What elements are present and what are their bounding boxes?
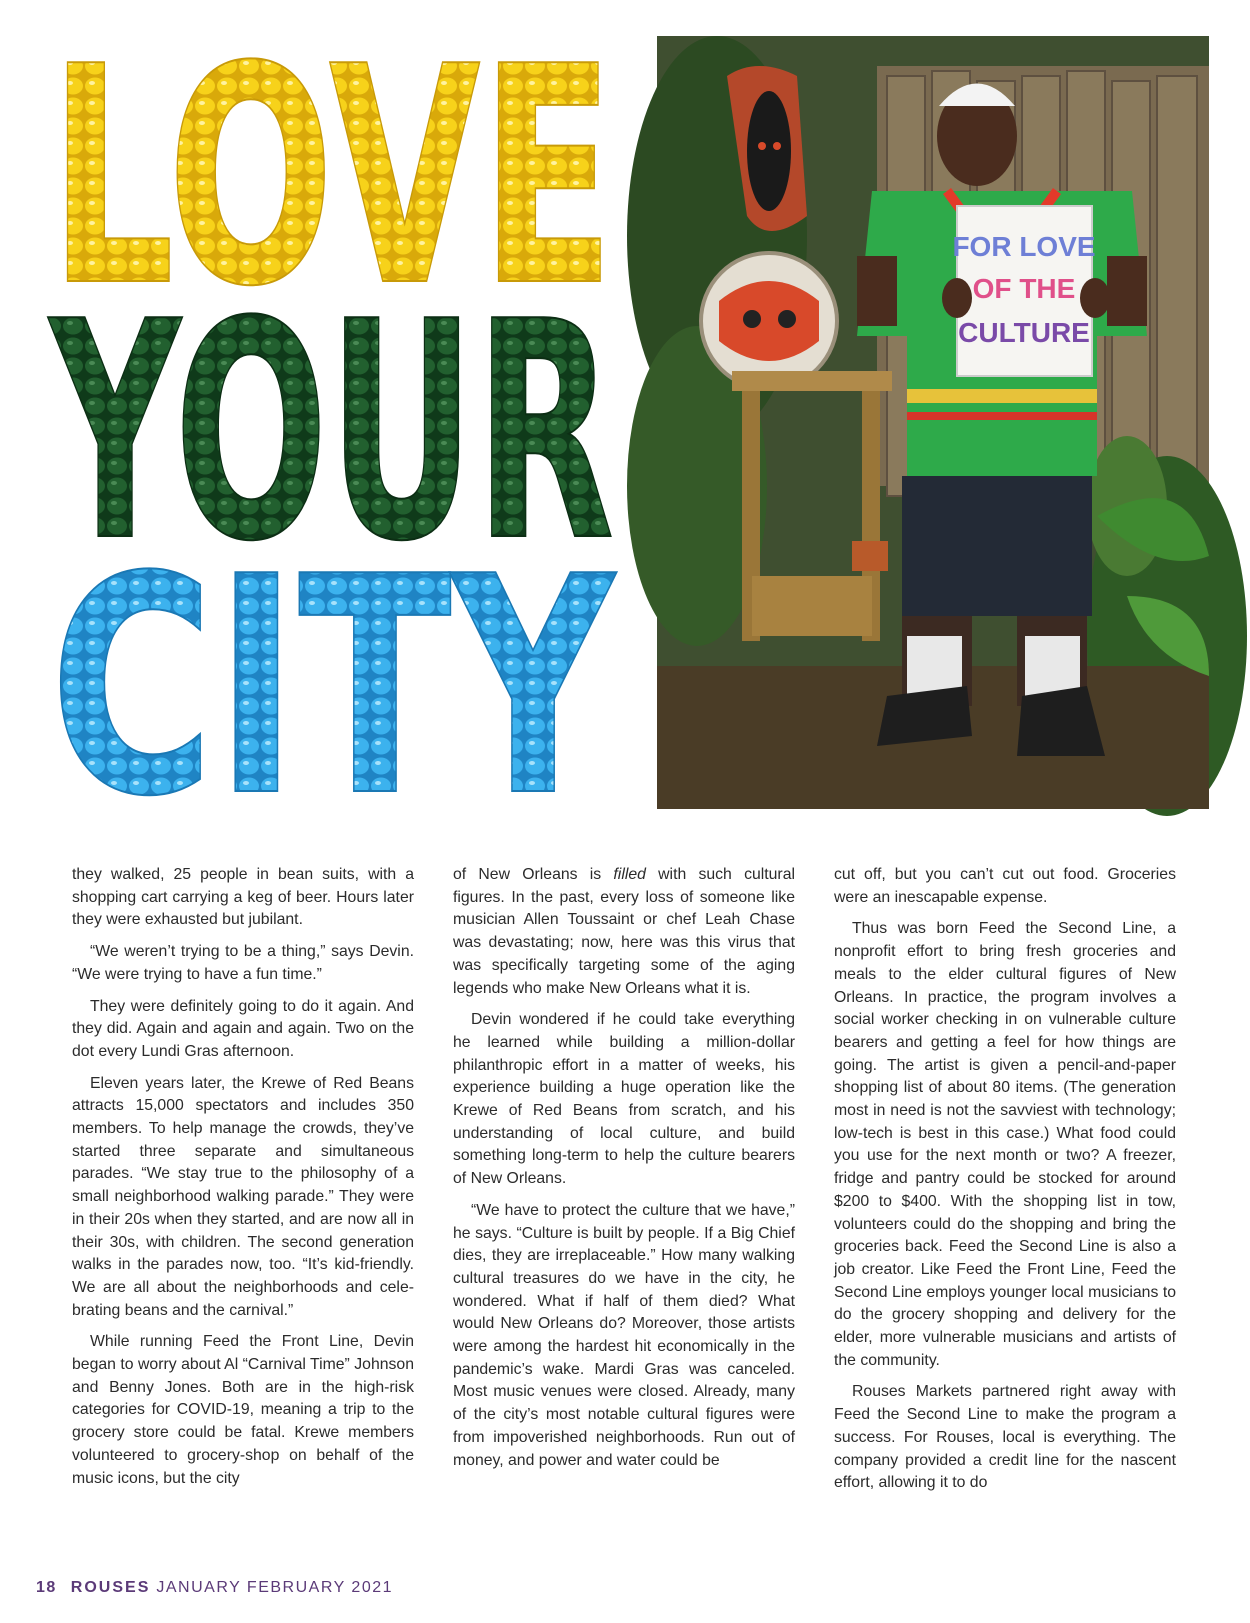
paragraph: Thus was born Feed the Second Line, a nonprofit effort to bring fresh groceries and meals to the elder cultural figures of New Orleans. In practice, the program involves a social worker checking in on vulnerable culture bearers and getting a feel for how things are going. The artist is given a pencil-and-paper shopping list of about 80 items. (The generation most in need is not the savviest with technology; low-tech is best in this case.) What food could you use for the next month or two? A freezer, fridge and pantry could be stocked for around $200 to $400. With the shopping list in tow, volunteers could do the shopping and bring the groceries back. Feed the Second Line is also a job creator. Like Feed the Front Line, Feed the Second Line employs younger local musicians to do the grocery shopping and delivery for the elder, more vulnerable musicians and artists of the community. (834, 920, 1176, 1369)
beaded-headline (40, 3, 625, 862)
sign-line-2: OF THE (972, 273, 1076, 304)
headline-word-love: LOVE (49, 3, 615, 352)
paragraph: They were definitely going to do it again. And they did. Again and again and again. Two on the dot every Lundi Gras afternoon. (72, 997, 414, 1060)
text-run: with such cultural figures. In the past, every loss of someone like musician Allen Toussaint or chef Leah Chase was devastating; now, here was this virus that was specifically targeting some of the aging legends who make New Orleans what it is. (453, 866, 795, 997)
paragraph: Rouses Markets partnered right away with Feed the Second Line to make the program a success. For Rouses, local is everything. The company provided a credit line for the nascent effort, allowing it to do (834, 1383, 1176, 1492)
headline-word-city: CITY (49, 513, 617, 862)
article-column-3 (834, 864, 1176, 1504)
paragraph: While running Feed the Front Line, Devin began to worry about Al “Carnival Time” Johnson and Benny Jones. Both are in the high-risk categories for COVID-19, meaning a trip to the grocery store could be fatal. Krewe members volunteered to grocery-shop on behalf of the music icons, but the city (72, 1333, 414, 1487)
page-footer (36, 1579, 393, 1597)
emphasis-text: filled (613, 866, 646, 883)
issue-date: JANUARY FEBRUARY 2021 (156, 1579, 394, 1596)
page-number: 18 (36, 1579, 57, 1596)
article-body (72, 864, 1180, 1524)
paragraph: they walked, 25 people in bean suits, with a shopping cart carrying a keg of beer. Hours later they were exhausted but jubilant. (72, 866, 414, 929)
article-column-2 (453, 864, 795, 1481)
paragraph: Eleven years later, the Krewe of Red Beans attracts 15,000 spectators and includes 350 members. To help manage the crowds, they’ve started three separate and simultaneous parades. “We stay true to the philosophy of a small neighborhood walking parade.” They were in their 20s when they started, and are now all in their 30s, with children. The second generation walks in the parades now, too. “It’s kid-friendly. We are all about the neighborhoods and cele-brating beans and the carnival.” (72, 1074, 414, 1319)
magazine-brand: ROUSES (70, 1579, 151, 1596)
paragraph: cut off, but you can’t cut out food. Groceries were an inescapable expense. (834, 866, 1176, 906)
headline-word-your: YOUR (46, 258, 615, 607)
paragraph (453, 864, 795, 1000)
sign-line-3: CULTURE (958, 317, 1090, 348)
paragraph: “We weren’t trying to be a thing,” says Devin. “We were trying to have a fun time.” (72, 943, 414, 983)
sign-line-1: FOR LOVE (952, 231, 1096, 262)
text-run: of New Orleans is (453, 866, 614, 883)
article-column-1 (72, 864, 414, 1499)
paragraph: “We have to protect the culture that we have,” he says. “Culture is built by people. If a Big Chief dies, they are irreplaceable.” How many walking cultural treasures do we have in the city, he wondered. What if half of them died? What would New Orleans do? Moreover, those artists were among the hardest hit economically in the pandemic’s wake. Mardi Gras was canceled. Most music venues were closed. Already, many of the city’s most notable cultural figures were from impoverished neighborhoods. Run out of money, and power and water could be (453, 1201, 795, 1469)
paragraph: Devin wondered if he could take everything he learned while building a million-dollar philanthropic effort in a matter of weeks, his experience building a huge operation like the Krewe of Red Beans from scratch, and his understanding of local culture, and build something long-term to help the culture bearers of New Orleans. (453, 1011, 795, 1188)
portrait-photo (657, 36, 1209, 809)
